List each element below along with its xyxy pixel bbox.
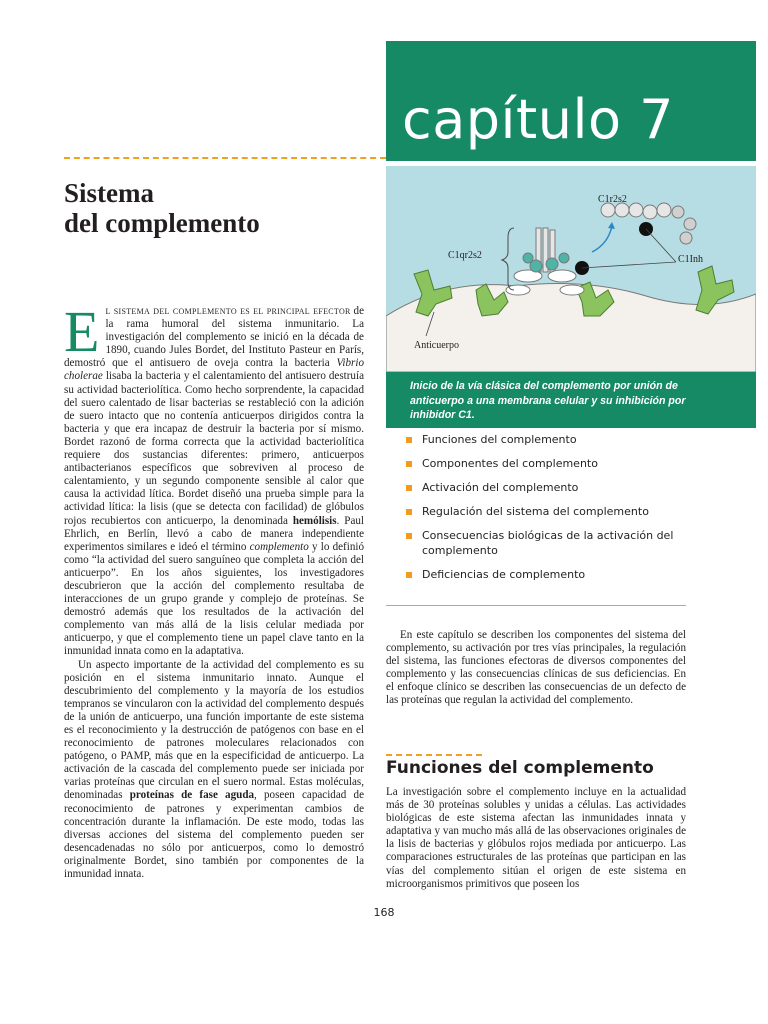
label-c1inh: C1Inh [678,254,703,265]
section-body-text [386,786,686,891]
square-bullet-icon [406,461,412,467]
outline-item: Componentes del complemento [404,457,684,472]
complement-activation-illustration [386,166,756,372]
figure-caption-box [386,372,756,428]
label-c1r2s2: C1r2s2 [598,194,627,205]
title-line-2: del complemento [64,208,260,238]
section-divider [386,754,482,756]
chapter-outline [404,433,684,592]
outline-divider [386,605,686,606]
figure-caption: Inicio de la vía clásica del complemento por unión de anticuerpo a una membrana celular y su inhibición por inhibidor C1. [410,380,686,421]
section-heading: Funciones del complemento [386,758,654,778]
title-divider [64,157,386,159]
outline-item: Consecuencias biológicas de la activación del complemento [404,529,684,558]
square-bullet-icon [406,509,412,515]
title-line-1: Sistema [64,178,154,208]
outline-item: Deficiencias de complemento [404,568,684,583]
right-intro-text [386,629,686,708]
label-c1qr2s2: C1qr2s2 [448,250,482,261]
outline-item: Funciones del complemento [404,433,684,448]
square-bullet-icon [406,437,412,443]
outline-item: Activación del complemento [404,481,684,496]
second-paragraph: Un aspecto importante de la actividad del complemento es su posición en el sistema inmunitario innato. Aunque el descubrimiento del complemento y la mayoría de los estudios tempranos se vincularon con la actividad del complemento después de la unión de anticuerpo, una función importante de este sistema es el reconocimiento y la destrucción de patógenos con base en el reconocimiento de patrones moleculares relacionados con patógeno, o PAMP, más que en la especificidad de anticuerpo. La activación de la cascada del complemento puede ser iniciada por varias proteínas que circulan en el suero normal. Estas moléculas, denominadas proteínas de fase aguda, poseen capacidad de reconocimiento de patrones y experimentan cambios de concentración durante la inflamación. De este modo, todas las diversas acciones del sistema del complemento pueden ser desencadenadas no sólo por anticuerpos, como lo demostró originalmente Bordet, sino también por componentes de la inmunidad innata. [64,658,364,881]
chapter-title [64,178,260,238]
drop-cap: E [64,299,100,364]
section-paragraph: La investigación sobre el complemento incluye en la actualidad más de 30 proteínas solubles y unidas a células. Las actividades biológicas de este sistema afectan las inmunidades innata y adaptativa y van mucho más allá de las observaciones originales de la lisis de bacterias y glóbulos rojos mediada por anticuerpo. Las comparaciones estructurales de las proteínas que participan en las vías del complemento sitúan el origen de este sistema en microorganismos primitivos que poseen los [386,786,686,890]
square-bullet-icon [406,572,412,578]
chapter-figure [386,166,756,372]
label-anticuerpo: Anticuerpo [414,340,459,351]
square-bullet-icon [406,533,412,539]
outline-item: Regulación del sistema del complemento [404,505,684,520]
left-column-text [64,299,364,881]
chapter-overview-paragraph: En este capítulo se describen los componentes del sistema del complemento, su activación por tres vías principales, la regulación del sistema, las funciones efectoras de diversos componentes del complemento y las consecuencias clínicas de sus deficiencias. En el enfoque clínico se describen las consecuencias de un defecto de las proteínas que regulan la actividad del complemento. [386,629,686,707]
intro-paragraph: El sistema del complemento es el principal efector de la rama humoral del sistema inmunitario. La investigación del complemento se inició en la década de 1890, cuando Jules Bordet, del Instituto Pasteur en París, demostró que el antisuero de oveja contra la bacteria Vibrio cholerae lisaba la bacteria y el calentamiento del antisuero destruía su actividad bacteriolítica. Como hecho sorprendente, la capacidad del suero calentado de lisar bacterias se restableció con la adición de suero intacto que no contenía anticuerpos dirigidos contra la bacteria y que era incapaz de destruir la bacteria por sí mismo. Bordet razonó de forma correcta que la actividad bacteriolítica requiere dos sustancias diferentes: primero, anticuerpos antibacterianos específicos que sobreviven al proceso de calentamiento, y un segundo componente sensible al calor que causa la actividad lítica. Bordet diseñó una prueba simple para la actividad lítica: la lisis (que se detecta con facilidad) de glóbulos rojos recubiertos con anticuerpo, la denominada hemólisis. Paul Ehrlich, en Berlín, llevó a cabo de manera independiente experimentos similares e ideó el término complemento y lo definió como “la actividad del suero sanguíneo que completa la acción del anticuerpo”. En los años siguientes, los investigadores descubrieron que la acción del complemento resultaba de interacciones de un grupo grande y complejo de proteínas. Se demostró además que los resultados de la activación del complemento van más allá de la lisis celular mediada por anticuerpo, y que el complemento tiene un papel clave tanto en la inmunidad innata como en la adaptativa. [64,299,364,658]
square-bullet-icon [406,485,412,491]
chapter-label: capítulo 7 [402,88,675,151]
page-number: 168 [373,906,395,919]
